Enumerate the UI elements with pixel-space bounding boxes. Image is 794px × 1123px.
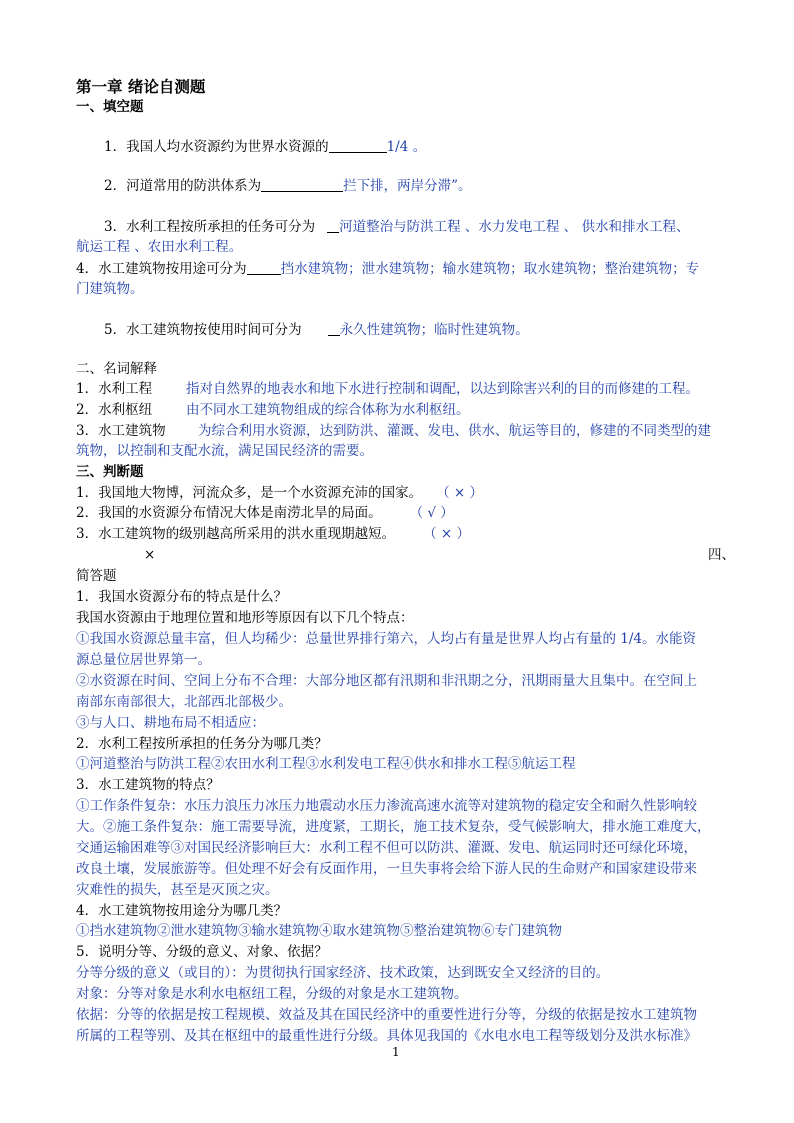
short-answer-line: 5．说明分等、分级的意义、对象、依据？	[76, 944, 328, 960]
judge-mark: （ √ ）	[409, 505, 454, 521]
term-definition: 指对自然界的地表水和地下水进行控制和调配，以达到除害兴利的目的而修建的工程。	[186, 381, 699, 397]
fill-question-1	[104, 138, 426, 156]
short-answer-line: 改良土壤，发展旅游等。但处理不好会有反面作用，一旦失事将会给下游人民的生命财产和国家建设带来	[76, 861, 697, 877]
term-definition: 由不同水工建筑物组成的综合体称为水利枢纽。	[186, 402, 470, 418]
answer-blank	[261, 177, 343, 192]
term-label: 3．水工建筑物	[76, 423, 166, 439]
short-answer-line: 2．水利工程按所承担的任务分为哪几类？	[76, 736, 328, 752]
fill-question-5	[104, 321, 529, 339]
section-heading-judgement: 三、判断题	[76, 464, 144, 480]
answer-blank	[247, 260, 281, 275]
answer-text: 1/4 。	[386, 139, 427, 155]
fill-question-3	[104, 218, 689, 236]
question-text: 2．河道常用的防洪体系为	[104, 178, 262, 194]
short-answer-line: 大。②施工条件复杂：施工需要导流，进度紧，工期长，施工技术复杂，受气候影响大，排水施工难度大，	[76, 819, 711, 835]
short-answer-line: 交通运输困难等③对国民经济影响巨大：水利工程不但可以防洪、灌溉、发电、航运同时还可绿化环境，	[76, 840, 697, 856]
short-answer-line: ③与人口、耕地布局不相适应：	[76, 715, 265, 731]
fill-question-3-continued: 航运工程 、农田水利工程。	[76, 239, 243, 255]
question-text: 5．水工建筑物按使用时间可分为	[104, 322, 302, 338]
answer-text: 拦下排，两岸分滞”。	[343, 178, 472, 194]
chapter-title: 第一章 绪论自测题	[76, 77, 206, 96]
short-answer-line: ①工作条件复杂：水压力浪压力冰压力地震动水压力渗流高速水流等对建筑物的稳定安全和耐久性影响较	[76, 798, 697, 814]
section-heading-short-answer-number: 四、	[708, 547, 735, 563]
section-heading-short-answer: 简答题	[76, 568, 117, 584]
fill-question-4	[76, 260, 699, 278]
fill-question-4-continued: 门建筑物。	[76, 281, 144, 297]
question-text: 2．我国的水资源分布情况大体是南涝北旱的局面。	[76, 505, 382, 521]
answer-text: 挡水建筑物；泄水建筑物；输水建筑物；取水建筑物；整治建筑物；专	[280, 261, 700, 277]
term-label: 2．水利枢纽	[76, 402, 153, 418]
short-answer-line: 对象：分等对象是水利水电枢纽工程，分级的对象是水工建筑物。	[76, 986, 468, 1002]
question-text: 1．我国人均水资源约为世界水资源的	[104, 139, 329, 155]
short-answer-line: ①我国水资源总量丰富，但人均稀少：总量世界排行第六，人均占有量是世界人均占有量的 1/4。水能资	[76, 631, 697, 647]
short-answer-line: 我国水资源由于地理位置和地形等原因有以下几个特点：	[76, 610, 414, 626]
term-1	[76, 380, 699, 398]
answer-text: 永久性建筑物；临时性建筑物。	[339, 322, 529, 338]
term-label: 1．水利工程	[76, 381, 153, 397]
short-answer-line: 3．水工建筑物的特点？	[76, 777, 220, 793]
short-answer-line: 分等分级的意义（或目的）：为贯彻执行国家经济、技术政策，达到既安全又经济的目的。	[76, 965, 610, 981]
judge-mark: （ × ）	[436, 485, 483, 501]
short-answer-line: 南部东南部很大，北部西北部极少。	[76, 694, 292, 710]
answer-text: 河道整治与防洪工程 、水力发电工程 、 供水和排水工程、	[339, 219, 690, 235]
question-text: 1．我国地大物博，河流众多，是一个水资源充沛的国家。	[76, 485, 423, 501]
question-text: 3．水利工程按所承担的任务可分为	[104, 219, 316, 235]
judge-question-2	[76, 504, 454, 522]
term-2	[76, 401, 470, 419]
short-answer-line: ①河道整治与防洪工程②农田水利工程③水利发电工程④供水和排水工程⑤航运工程	[76, 756, 576, 772]
stray-cross-mark: ×	[144, 547, 156, 563]
question-text: 4．水工建筑物按用途可分为	[76, 261, 247, 277]
short-answer-line: 4．水工建筑物按用途分为哪几类？	[76, 903, 288, 919]
short-answer-line: 1．我国水资源分布的特点是什么？	[76, 589, 288, 605]
short-answer-line: 灾难性的损失，甚至是灭顶之灾。	[76, 882, 279, 898]
short-answer-line: 依据：分等的依据是按工程规模、效益及其在国民经济中的重要性进行分等，分级的依据是按水工建筑物	[76, 1007, 697, 1023]
judge-mark: （ × ）	[423, 526, 470, 542]
short-answer-line: 源总量位居世界第一。	[76, 652, 211, 668]
judge-question-3	[76, 525, 470, 543]
judge-question-1	[76, 484, 483, 502]
short-answer-line: ①挡水建筑物②泄水建筑物③输水建筑物④取水建筑物⑤整治建筑物⑥专门建筑物	[76, 923, 562, 939]
answer-blank	[327, 218, 339, 233]
term-3	[76, 422, 711, 440]
page-number: 1	[392, 1045, 400, 1059]
term-3-continued: 筑物，以控制和支配水流，满足国民经济的需要。	[76, 443, 373, 459]
question-text: 3．水工建筑物的级别越高所采用的洪水重现期越短。	[76, 526, 396, 542]
section-heading-fill-in: 一、填空题	[76, 99, 144, 115]
answer-blank	[329, 138, 387, 153]
short-answer-line: 所属的工程等别、及其在枢纽中的最重性进行分级。具体见我国的《水电水电工程等级划分及洪水标准》	[76, 1028, 697, 1044]
term-definition: 为综合利用水资源，达到防洪、灌溉、发电、供水、航运等目的，修建的不同类型的建	[198, 423, 711, 439]
fill-question-2	[104, 177, 472, 195]
answer-blank	[328, 321, 340, 336]
short-answer-line: ②水资源在时间、空间上分布不合理：大部分地区都有汛期和非汛期之分，汛期雨量大且集中。在空间上	[76, 673, 697, 689]
section-heading-terms: 二、名词解释	[76, 361, 157, 377]
